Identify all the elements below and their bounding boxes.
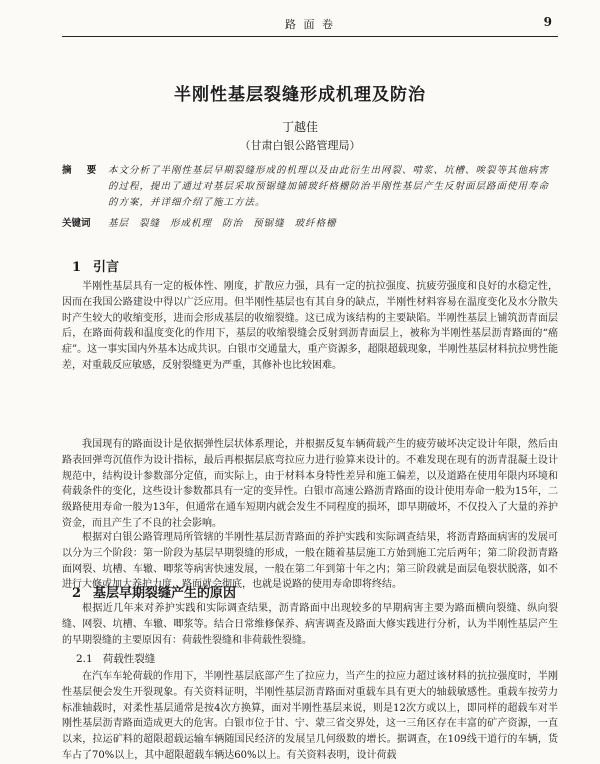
section-title: 引言 bbox=[93, 260, 120, 275]
subsection-number: 2.1 bbox=[76, 653, 93, 665]
abstract-label: 摘 要 bbox=[62, 165, 103, 176]
page-number: 9 bbox=[543, 15, 552, 29]
keywords-label: 关键词 bbox=[62, 218, 91, 229]
subsection-title: 荷载性裂缝 bbox=[102, 653, 156, 665]
journal-name: 路 面 卷 bbox=[285, 18, 335, 31]
paper-title: 半刚性基层裂缝形成机理及防治 bbox=[174, 85, 426, 105]
abstract-text: 本文分析了半刚性基层早期裂缝形成的机理以及由此衍生出网裂、啃浆、坑槽、唉裂等其他病害的过程，提出了通过对基层采取预锯缝加铺玻纤格栅防治半刚性基层产生反射面层路面使用寿命的方案，并详细介绍了施工方法。 bbox=[108, 165, 550, 208]
paragraph: 在汽车车轮荷载的作用下，半刚性基层底部产生了拉应力，当产生的拉应力超过该材料的抗拉强度时，半刚性基层便会发生开裂现象。有关资料证明，半刚性基层沥青路面对重载车具有更大的轴载敏感性。重载车按劳力标准轴载时，对柔性基层通常是按4次方换算，面对半刚性基层来说，则是12次方或以上，即同样的超载车对半刚性基层沥青路面造成更大的危害。白银市位于甘、宁、蒙三省交界处，这一三角区存在丰富的矿产资源，一直以来，拉运矿料的超限超载运输车辆随国民经济的发展呈几何级数的增长。据调查，在109线干道行的车辆，货车占了70%以上，其中超限超载车辆达60%以上。有关资料表明，设计荷载 bbox=[62, 671, 558, 761]
section-heading-1 bbox=[72, 256, 119, 275]
paragraph: 根据对白银公路管理局所管辖的半刚性基层沥青路面的养护实践和实际调查结果，将沥青路面病害的发展可以分为三个阶段：第一阶段为基层早期裂缝的形成，一般在随着基层施工方始到施工完后两年；第二阶段沥青路面网裂、坑槽、车辙、唧浆等病害快速发展，一般在第二年到第十年之内；第三阶段就是面层龟裂状脱落，如不进行大修或加大养护力度，路面就会彻底，也就是说路的使用寿命即将终结。 bbox=[62, 532, 558, 591]
paragraph: 根据近几年来对养护实践和实际调查结果，沥青路面中出现较多的早期病害主要为路面横向裂缝、纵向裂缝、网裂、坑槽、车辙、唧浆等。结合日常维修保养、病害调查及路面大修实践进行分析，认为半刚性基层产生的早期裂缝的主要原因有：荷载性裂缝和非荷载性裂缝。 bbox=[62, 603, 558, 646]
paragraph: 我国现有的路面设计是依据弹性层状体系理论，并根据反复车辆荷载产生的疲劳破坏决定设计年限，然后由路表回弹弯沉值作为设计指标，最后再根据层底弯拉应力进行验算来设计的。不难发现在现有的沥青混凝土设计规范中，结构设计参数部分定值，而实际上，由于材料本身特性差异和施工偏差，以及道路在使用年限内环境和荷载条件的变化，这些设计参数都具有一定的变异性。白银市高速公路沥青路面的设计使用寿命一般为15年，二级路使用寿命一般为13年，但通常在通车短期内就会发生不同程度的损坏，即早期破坏，不仅投入了大量的养护资金，而且产生了不良的社会影响。 bbox=[62, 439, 558, 529]
running-header bbox=[62, 12, 558, 37]
section-number: 1 bbox=[72, 260, 82, 275]
paragraph: 半刚性基层具有一定的板体性、刚度，扩散应力强，具有一定的抗拉强度、抗疲劳强度和良好的水稳定性，因而在我国公路建设中得以广泛应用。但半刚性基层也有其自身的缺点，半刚性材料容易在温度变化及水分散失时产生较大的收缩变形，进而会形成基层的收缩裂缝。这已成为该结构的主要缺陷。半刚性基层上铺筑沥青面层后，在路面荷载和温度变化的作用下，基层的收缩裂缝会反射到沥青面层上，被称为半刚性基层沥青路面的“癌症”。这一事实国内外基本达成共识。白银市交通量大，重产资源多，超限超载现象，半刚性基层材料抗拉劈性能差，对重载反应敏感，反射裂缝更为严重，其修补也比较困难。 bbox=[62, 281, 558, 371]
author-affiliation: （甘肃白银公路管理局） bbox=[239, 139, 361, 152]
section-heading-2 bbox=[72, 582, 236, 601]
author-name: 丁越佳 bbox=[281, 120, 318, 134]
abstract-block bbox=[62, 163, 550, 211]
section-number: 2 bbox=[72, 586, 82, 601]
subsection-heading bbox=[76, 651, 155, 666]
keywords-text: 基层 裂缝 形成机理 防治 预锯缝 玻纤格栅 bbox=[108, 218, 337, 229]
keywords-block bbox=[62, 216, 550, 232]
section-title: 基层早期裂缝产生的原因 bbox=[93, 586, 237, 601]
